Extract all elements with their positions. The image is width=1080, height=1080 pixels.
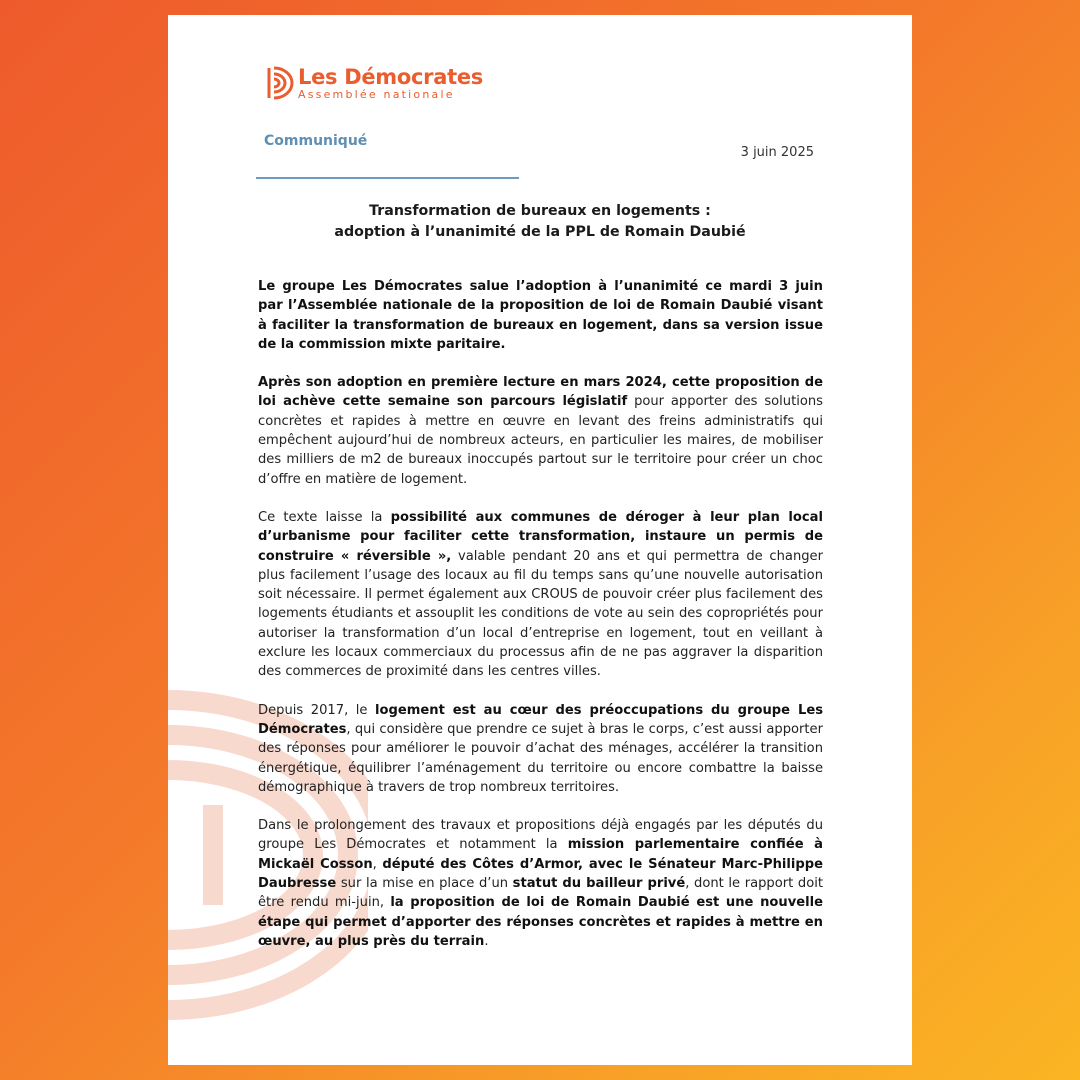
- paragraph-3-text-b: valable pendant 20 ans et qui permettra de changer plus facilement l’usage des locaux au fil du temps sans qu’une nouvelle autorisation soit nécessaire. Il permet également aux CROUS de pouvoir créer plus facilement des logements étudiants et assouplit les conditions de vote au sein des copropriétés pour autoriser la transformation d’un local d’entreprise en logement, tout en veillant à exclure les locaux commerciaux du processus afin de ne pas aggraver la disparition des commerces de proximité dans les centres villes.: [258, 548, 823, 680]
- les-democrates-d-logo-icon: [266, 66, 294, 100]
- paragraph-2-text: pour apporter des solutions concrètes et rapides à mettre en œuvre en levant des freins administratifs qui empêchent aujourd’hui de nombreux acteurs, en particulier les maires, de mobiliser des milliers de m2 de bureaux inoccupés partout sur le territoire pour créer un choc d’offre en matière de logement.: [258, 394, 823, 487]
- document-type: Communiqué: [264, 133, 368, 149]
- press-release-body: [258, 277, 823, 970]
- header-divider: [256, 177, 519, 179]
- press-release-page: [168, 15, 912, 1065]
- party-logo: [266, 63, 483, 103]
- paragraph-2-bold: Après son adoption en première lecture en mars 2024, cette proposition de loi achève cette semaine son parcours législatif: [258, 375, 823, 410]
- paragraph-5-bold-d: la proposition de loi de Romain Daubié est une nouvelle étape qui permet d’apporter des réponses concrètes et rapides à mettre en œuvre, au plus près du terrain: [258, 895, 823, 949]
- title-line-2: adoption à l’unanimité de la PPL de Romain Daubié: [334, 224, 746, 240]
- paragraph-4-text-a: Depuis 2017, le: [258, 702, 375, 718]
- paragraph-5-bold-a: mission parlementaire confiée à Mickaël Cosson: [258, 837, 823, 872]
- paragraph-5-text-c: sur la mise en place d’un: [336, 876, 513, 892]
- title-line-1: Transformation de bureaux en logements :: [369, 203, 711, 219]
- logo-name: Les Démocrates: [298, 64, 483, 89]
- paragraph-5: [258, 816, 823, 951]
- paragraph-4: [258, 701, 823, 797]
- paragraph-5-text-e: .: [484, 933, 489, 949]
- paragraph-2: [258, 373, 823, 489]
- paragraph-1: [258, 277, 823, 354]
- paragraph-5-bold-c: statut du bailleur privé: [512, 876, 686, 892]
- paragraph-1-bold: Le groupe Les Démocrates salue l’adoption à l’unanimité ce mardi 3 juin par l’Assemblée nationale de la proposition de loi de Romain Daubié visant à faciliter la transformation de bureaux en logement, dans sa version issue de la commission mixte paritaire.: [258, 279, 823, 352]
- paragraph-5-text-a: Dans le prolongement des travaux et propositions déjà engagés par les députés du groupe Les Démocrates et notamment la: [258, 818, 823, 853]
- paragraph-3: [258, 508, 823, 682]
- paragraph-5-bold-b: député des Côtes d’Armor, avec le Sénateur Marc-Philippe Daubresse: [258, 856, 824, 892]
- page-title: [258, 201, 822, 243]
- paragraph-4-bold: logement est au cœur des préoccupations du groupe Les Démocrates: [258, 702, 824, 737]
- logo-subtitle: Assemblée nationale: [298, 87, 455, 101]
- paragraph-3-text-a: Ce texte laisse la: [258, 509, 391, 525]
- paragraph-3-bold: possibilité aux communes de déroger à leur plan local d’urbanisme pour faciliter cette transformation, instaure un permis de construire « réversible »,: [258, 509, 823, 564]
- document-date: 3 juin 2025: [740, 145, 814, 160]
- paragraph-5-text-d: , dont le rapport doit être rendu mi-juin,: [258, 876, 823, 911]
- paragraph-4-text-b: , qui considère que prendre ce sujet à bras le corps, c’est aussi apporter des réponses pour améliorer le pouvoir d’achat des ménages, accélérer la transition énergétique, équilibrer l’aménagement du territoire ou encore combattre la baisse démographique à travers de trop nombreux territoires.: [258, 721, 823, 795]
- paragraph-5-text-b: ,: [372, 856, 383, 872]
